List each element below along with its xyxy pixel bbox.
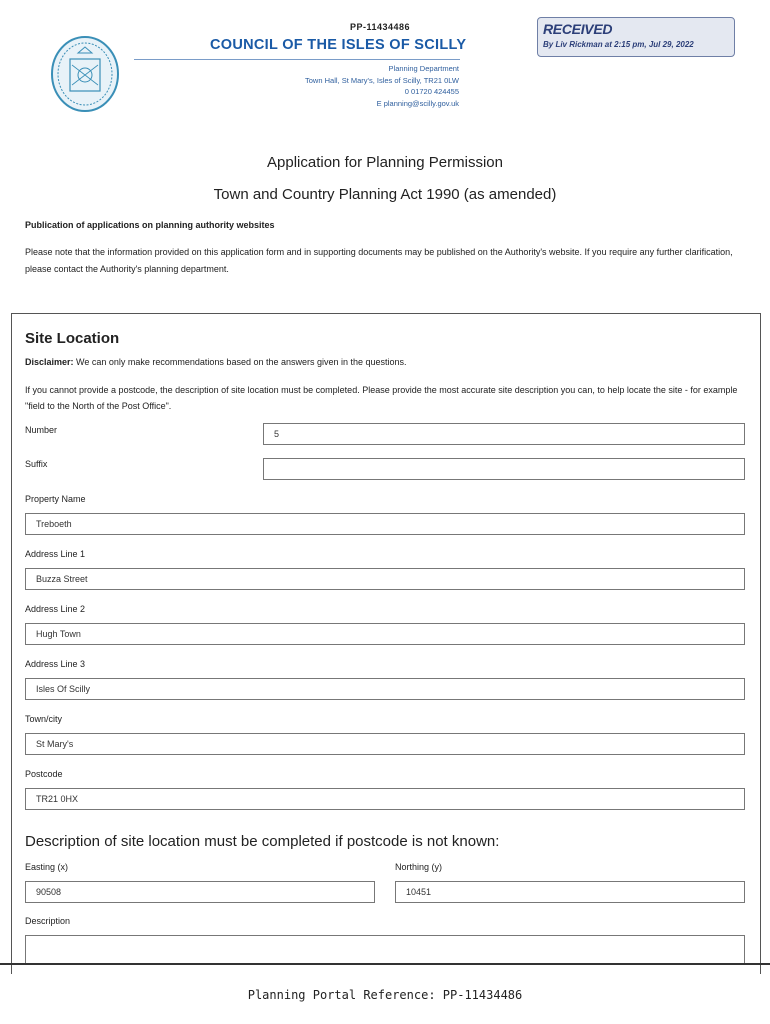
council-name: COUNCIL OF THE ISLES OF SCILLY <box>210 37 467 53</box>
easting-label: Easting (x) <box>25 862 69 872</box>
publication-heading: Publication of applications on planning authority websites <box>25 220 275 230</box>
contact-email: E planning@scilly.gov.uk <box>376 98 459 108</box>
address-line-2-field[interactable]: Hugh Town <box>25 623 745 645</box>
property-name-label: Property Name <box>25 494 86 504</box>
footer-reference: Planning Portal Reference: PP-11434486 <box>247 988 523 1002</box>
northing-label: Northing (y) <box>395 862 443 872</box>
received-stamp <box>537 17 735 57</box>
disclaimer-text: We can only make recommendations based on the answers given in the questions. <box>73 357 407 367</box>
address-line-3-field[interactable]: Isles Of Scilly <box>25 678 745 700</box>
number-label: Number <box>25 425 58 435</box>
contact-phone: 0 01720 424455 <box>404 87 459 96</box>
disclaimer <box>25 357 407 367</box>
site-description-heading: Description of site location must be completed if postcode is not known: <box>25 833 500 850</box>
site-location-heading: Site Location <box>25 330 120 347</box>
description-label: Description <box>25 916 71 926</box>
postcode-label: Postcode <box>25 769 63 779</box>
number-field[interactable]: 5 <box>263 423 745 445</box>
header-divider <box>134 59 460 60</box>
town-city-field[interactable]: St Mary's <box>25 733 745 755</box>
property-name-field[interactable]: Treboeth <box>25 513 745 535</box>
site-instructions: If you cannot provide a postcode, the description of site location must be completed. Please provide the most accurate site description you can, to help locate the site - for example "field to the North of the Post Office". <box>25 385 738 411</box>
address-line-2-label: Address Line 2 <box>25 604 86 614</box>
suffix-label: Suffix <box>25 459 48 469</box>
publication-text: Please note that the information provided on this application form and in supporting documents may be published on the Authority's website. If you require any further clarification, please contact the Authority's planning department. <box>25 247 733 274</box>
council-contact <box>305 63 459 109</box>
contact-address: Town Hall, St Mary's, Isles of Scilly, TR21 0LW <box>305 75 459 85</box>
easting-field[interactable]: 90508 <box>25 881 375 903</box>
address-line-1-label: Address Line 1 <box>25 549 86 559</box>
northing-field[interactable]: 10451 <box>395 881 745 903</box>
form-title: Application for Planning Permission <box>267 154 503 171</box>
stamp-received-by: By Liv Rickman at 2:15 pm, Jul 29, 2022 <box>543 40 694 49</box>
reference-number: PP-11434486 <box>350 22 411 32</box>
suffix-field[interactable] <box>263 458 745 480</box>
council-crest-logo <box>50 35 120 113</box>
disclaimer-label: Disclaimer: <box>25 357 74 367</box>
footer-divider <box>0 963 770 965</box>
contact-department: Planning Department <box>388 64 459 73</box>
form-subtitle: Town and Country Planning Act 1990 (as amended) <box>213 186 557 203</box>
stamp-title: RECEIVED <box>543 21 613 37</box>
address-line-3-label: Address Line 3 <box>25 659 86 669</box>
postcode-field[interactable]: TR21 0HX <box>25 788 745 810</box>
address-line-1-field[interactable]: Buzza Street <box>25 568 745 590</box>
town-city-label: Town/city <box>25 714 63 724</box>
description-field[interactable] <box>25 935 745 965</box>
